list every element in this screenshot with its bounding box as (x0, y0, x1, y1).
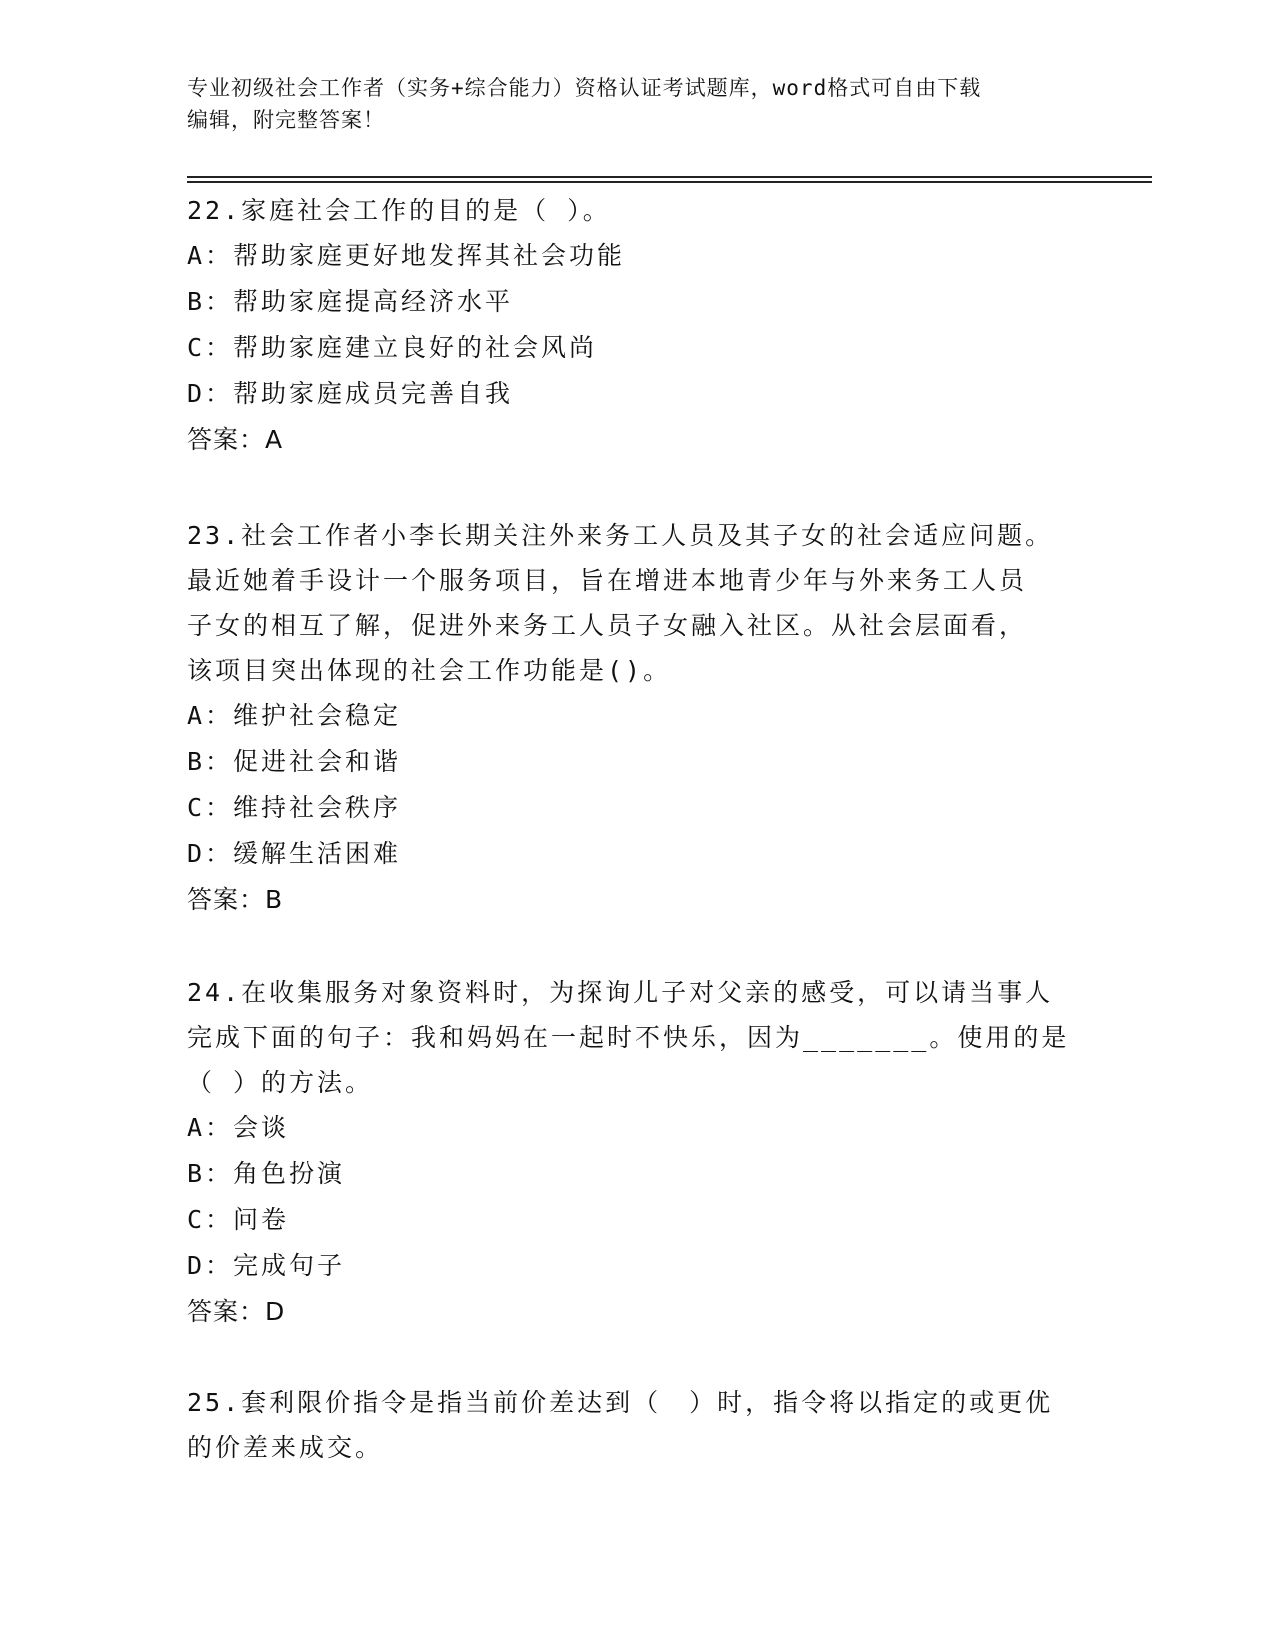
answer-line: 答案：B (187, 885, 284, 914)
header-divider-top (187, 176, 1152, 178)
question-stem: 完成下面的句子：我和妈妈在一起时不快乐，因为_______。使用的是 (187, 1023, 1070, 1052)
option-b: B：角色扮演 (187, 1159, 346, 1188)
option-a: A：帮助家庭更好地发挥其社会功能 (187, 241, 626, 270)
header-title-line-2: 编辑，附完整答案！ (187, 108, 385, 132)
question-24 (187, 970, 1087, 1335)
document-header (187, 72, 1087, 136)
option-b: B：促进社会和谐 (187, 747, 402, 776)
option-a: A：会谈 (187, 1113, 290, 1142)
question-stem: 最近她着手设计一个服务项目，旨在增进本地青少年与外来务工人员 (187, 566, 1028, 595)
option-b: B：帮助家庭提高经济水平 (187, 287, 514, 316)
question-stem: （ ）的方法。 (187, 1068, 374, 1097)
question-25 (187, 1380, 1087, 1470)
option-c: C：维持社会秩序 (187, 793, 402, 822)
question-stem: 23.社会工作者小李长期关注外来务工人员及其子女的社会适应问题。 (187, 521, 1054, 550)
question-stem: 25.套利限价指令是指当前价差达到（ ）时，指令将以指定的或更优 (187, 1388, 1054, 1417)
question-stem: 24.在收集服务对象资料时，为探询儿子对父亲的感受，可以请当事人 (187, 978, 1054, 1007)
option-a: A：维护社会稳定 (187, 701, 402, 730)
question-22 (187, 188, 1087, 463)
question-23 (187, 513, 1087, 923)
header-divider-bottom (187, 181, 1152, 183)
question-stem: 的价差来成交。 (187, 1433, 384, 1462)
header-title-line-1: 专业初级社会工作者（实务+综合能力）资格认证考试题库，word格式可自由下载 (187, 76, 982, 100)
option-d: D：帮助家庭成员完善自我 (187, 379, 514, 408)
option-c: C：问卷 (187, 1205, 290, 1234)
question-stem: 该项目突出体现的社会工作功能是()。 (187, 656, 672, 685)
option-c: C：帮助家庭建立良好的社会风尚 (187, 333, 598, 362)
question-stem: 22.家庭社会工作的目的是（ ）。 (187, 196, 611, 225)
option-d: D：完成句子 (187, 1251, 346, 1280)
answer-line: 答案：D (187, 1297, 286, 1326)
option-d: D：缓解生活困难 (187, 839, 402, 868)
question-stem: 子女的相互了解，促进外来务工人员子女融入社区。从社会层面看， (187, 611, 1028, 640)
answer-line: 答案：A (187, 425, 284, 454)
